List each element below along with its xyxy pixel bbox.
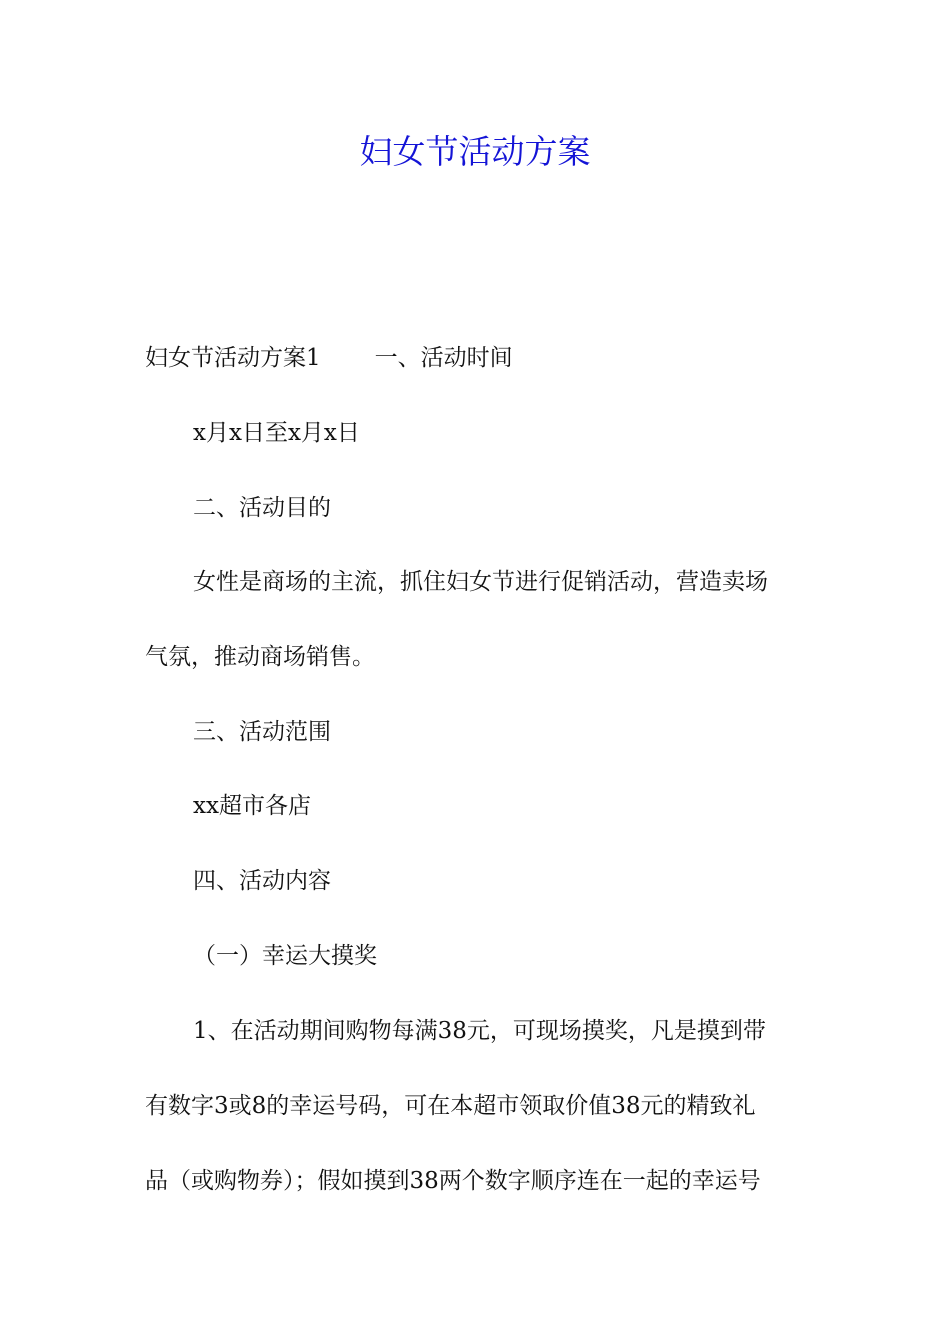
section-heading-1: 一、活动时间 (374, 345, 513, 371)
plan-heading: 妇女节活动方案1 (145, 345, 321, 371)
section-heading-3: 三、活动范围 (193, 719, 331, 745)
body-line: x月x日至x月x日 (193, 420, 360, 446)
paragraph-line: 品（或购物券）；假如摸到38两个数字顺序连在一起的幸运号 (145, 1168, 761, 1194)
body-line: xx超市各店 (193, 793, 311, 819)
section-heading-4: 四、活动内容 (193, 868, 331, 894)
document-title: 妇女节活动方案 (359, 132, 591, 171)
paragraph-line: 女性是商场的主流，抓住妇女节进行促销活动，营造卖场 (193, 569, 768, 595)
subsection-heading: （一）幸运大摸奖 (193, 943, 377, 969)
section-heading-2: 二、活动目的 (193, 495, 331, 521)
paragraph-line: 气氛，推动商场销售。 (145, 644, 375, 670)
paragraph-line: 有数字3或8的幸运号码，可在本超市领取价值38元的精致礼 (145, 1093, 756, 1119)
paragraph-line: 1、在活动期间购物每满38元，可现场摸奖，凡是摸到带 (193, 1018, 766, 1044)
first-line (145, 342, 815, 374)
